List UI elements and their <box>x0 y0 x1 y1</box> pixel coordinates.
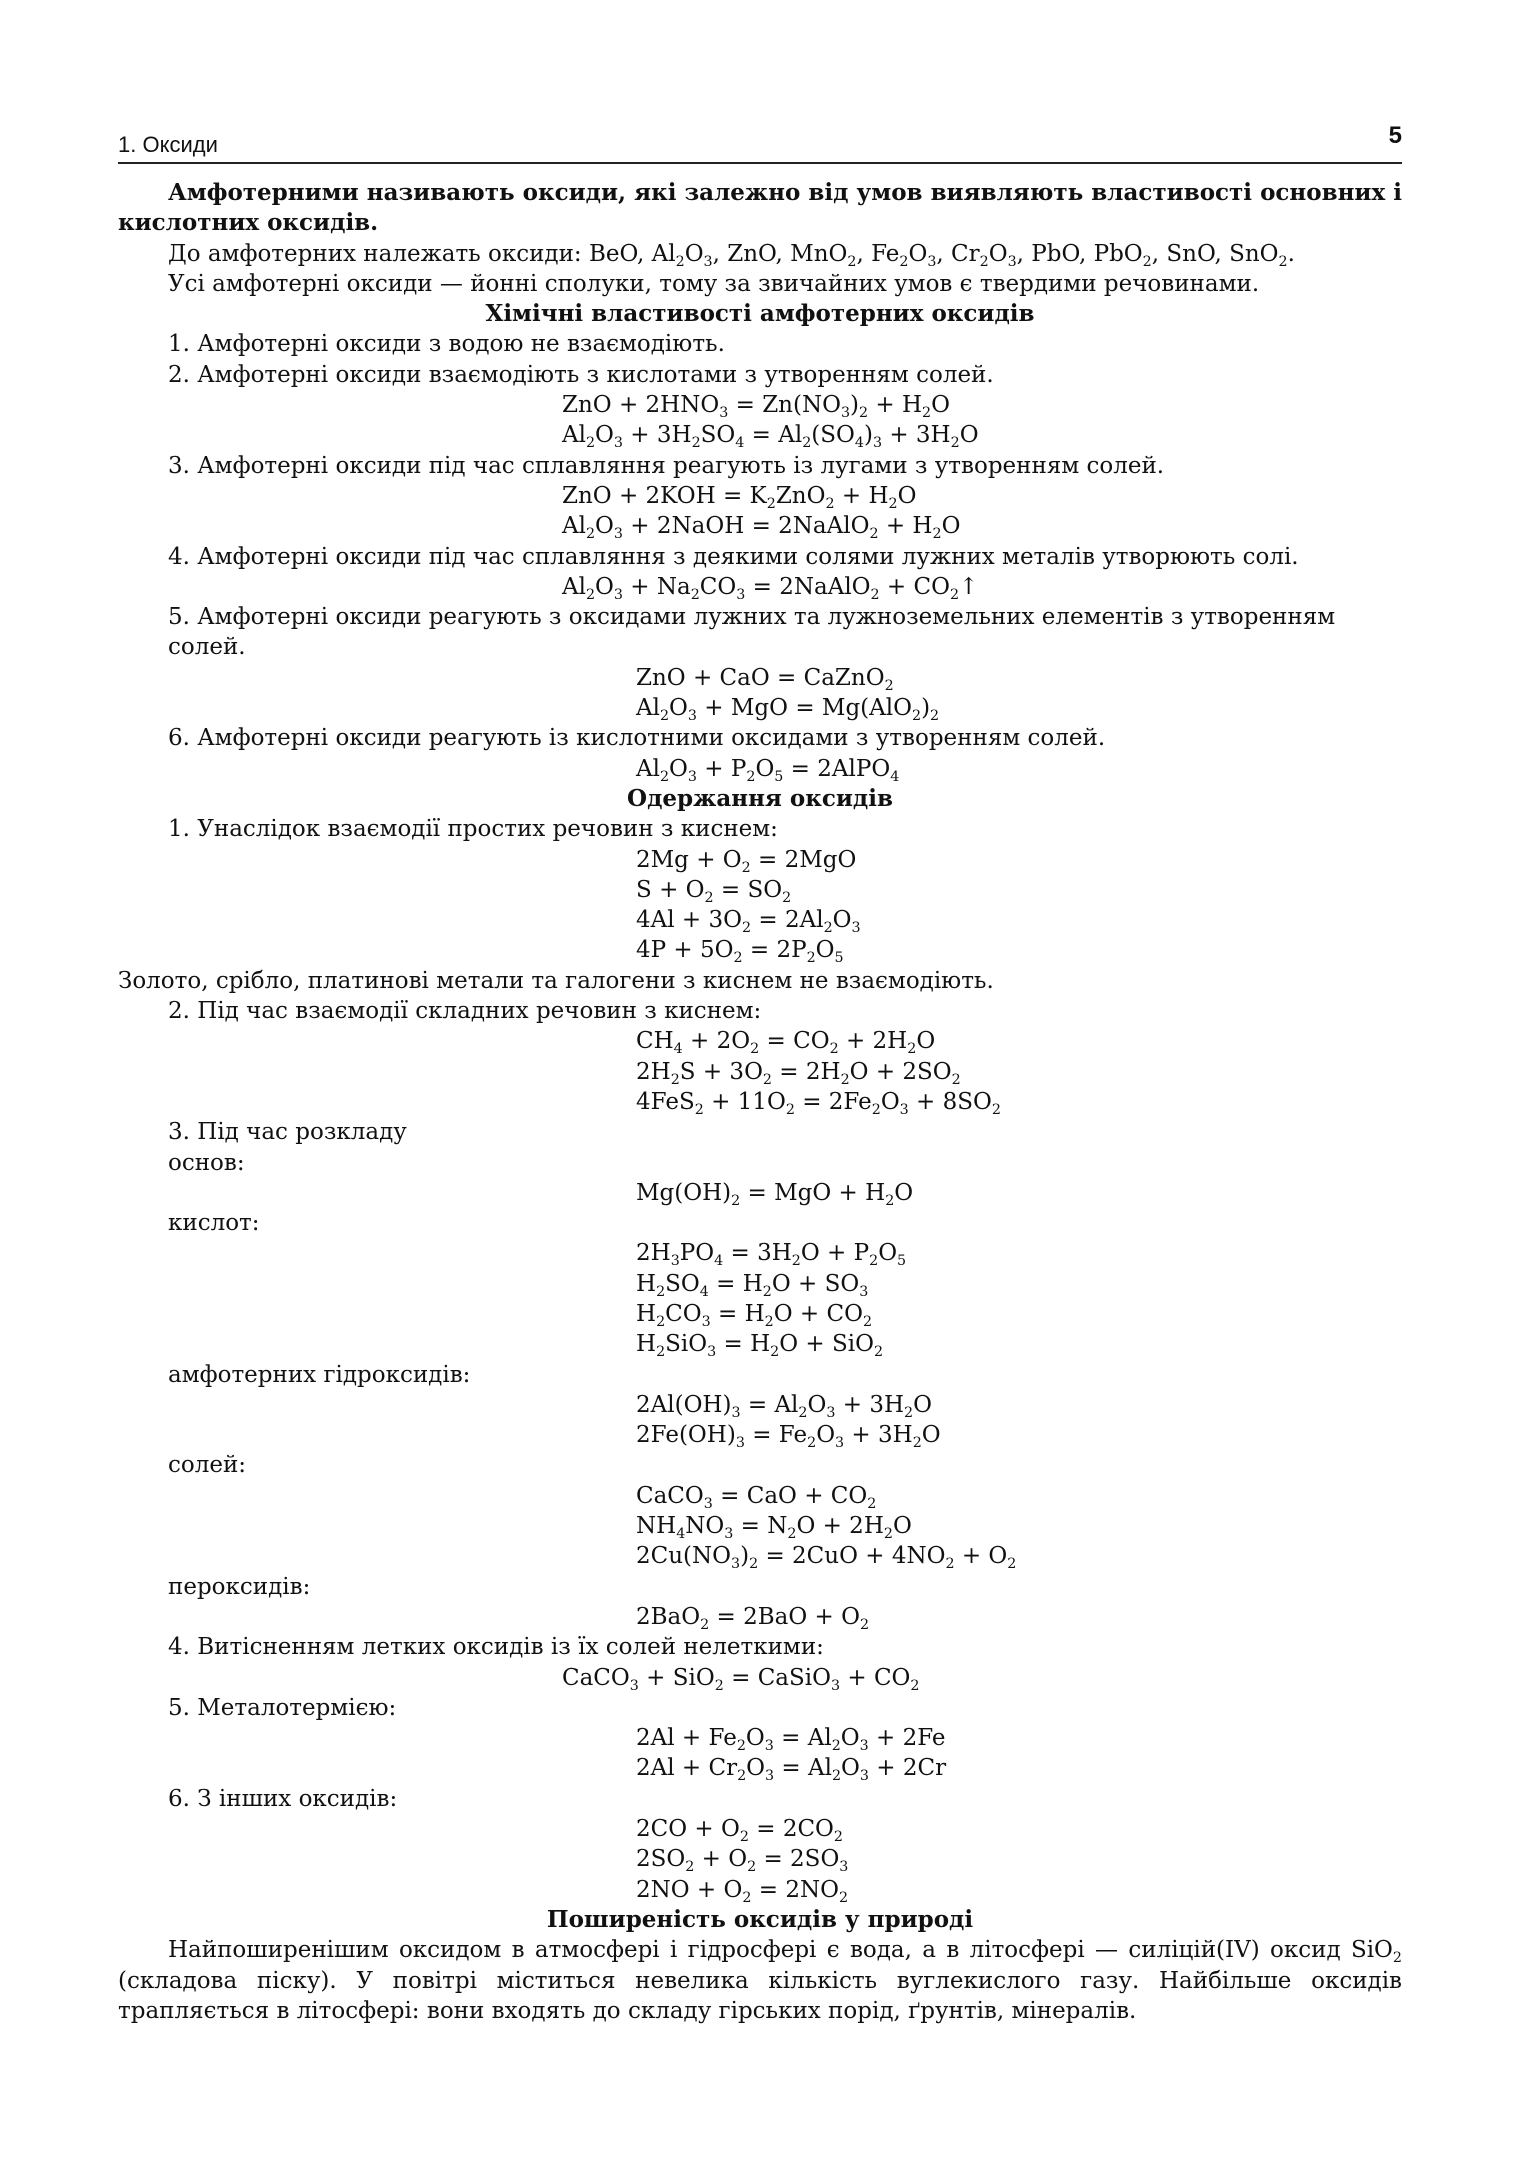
page-header <box>118 122 1402 164</box>
decomposition-label-bases: основ: <box>168 1149 245 1176</box>
amphoteric-ionic-note: Усі амфотерні оксиди — йонні сполуки, тому за звичайних умов є твердими речовинами. <box>168 270 1260 297</box>
equation: CaCO$_3$ + SiO$_2$ = CaSiO$_3$ + $CO_2$ <box>562 1664 920 1694</box>
amphoteric-definition: Амфотерними називають оксиди, які залежно від умов виявляють властивості основних і кислотних оксидів. <box>118 179 1402 237</box>
equation: $4Al + 3O_2 = 2Al_2O_3$ <box>636 907 861 937</box>
equation: $2Mg + O_2 = 2MgO$ <box>636 846 857 876</box>
page-content <box>118 178 1402 2026</box>
equation: $2Cu(NO_3)_2 = 2CuO + 4NO_2 + O_2$ <box>636 1543 1017 1573</box>
section-title-prevalence: Поширеність оксидів у природі <box>546 1905 974 1933</box>
decomposition-label-acids: кислот: <box>168 1210 260 1237</box>
equation: ZnO + CaO = CaZnO$_2$ <box>636 664 894 694</box>
equation: $2Fe(OH)_3 = Fe_2O_3 + 3H_2O$ <box>636 1422 941 1452</box>
equation: $NH_4NO_3 = N_2O + 2H_2O$ <box>636 1513 912 1543</box>
equation: CaCO$_3$ = CaO + $CO_2$ <box>636 1482 877 1512</box>
equation: $Al_2O_3 + P_2O_5$ = 2AlPO$_4$ <box>636 755 900 785</box>
property-1: 1. Амфотерні оксиди з водою не взаємодіють. <box>168 331 725 358</box>
equation: $4FeS_2 + 11O_2 = 2Fe_2O_3 + 8SO_2$ <box>636 1088 1001 1118</box>
equation: $Al_2O_3 + 3H_2SO_4 = Al_2(SO_4)_3 + 3H_2O$ <box>562 422 979 452</box>
equation: $2BaO_2 = 2BaO + O_2$ <box>636 1603 870 1633</box>
amphoteric-examples-list: BeO, $Al_2O_3$, ZnO, MnO$_2$, $Fe_2O_3$, $Cr_2O_3$, PbO, PbO$_2$, SnO, SnO$_2$. <box>589 240 1295 270</box>
equation: $Mg(OH)_2$ = MgO + $H_2O$ <box>636 1179 914 1209</box>
chapter-title: 1. Оксиди <box>118 132 218 157</box>
equation: $Al_2O_3$ + 2NaOH = 2NaAlO$_2$ + $H_2O$ <box>562 513 961 543</box>
decomposition-label-peroxides: пероксидів: <box>168 1573 311 1600</box>
equation: ZnO + $2HNO_3 = Zn(NO_3)_2 + H_2O$ <box>562 392 950 422</box>
amphoteric-examples-prefix: До амфотерних належать оксиди: <box>168 240 589 267</box>
equation: $Al_2O_3$ + MgO = $Mg(AlO_2)_2$ <box>636 695 940 725</box>
section-title-obtaining: Одержання оксидів <box>627 784 893 812</box>
equation: $H_2SO_4 = H_2O + SO_3$ <box>636 1270 869 1300</box>
equation: $2Al(OH)_3 = Al_2O_3 + 3H_2O$ <box>636 1391 932 1421</box>
equation: $CH_4 + 2O_2 = CO_2 + 2H_2O$ <box>636 1028 936 1058</box>
equation: $2H_2S + 3O_2 = 2H_2O + 2SO_2$ <box>636 1058 961 1088</box>
equation: ZnO + $2KOH = K_2ZnO_2 + H_2O$ <box>562 482 917 512</box>
equation: $2CO + O_2 = 2CO_2$ <box>636 1816 843 1846</box>
section-title-chemical-properties: Хімічні властивості амфотерних оксидів <box>485 300 1035 328</box>
property-2: 2. Амфотерні оксиди взаємодіють з кислотами з утворенням солей. <box>168 361 994 388</box>
method-6: 6. З інших оксидів: <box>168 1785 398 1812</box>
property-3: 3. Амфотерні оксиди під час сплавляння реагують із лугами з утворенням солей. <box>168 452 1165 479</box>
method-5: 5. Металотермією: <box>168 1694 397 1721</box>
method-1: 1. Унаслідок взаємодії простих речовин з киснем: <box>168 816 778 843</box>
method-3: 3. Під час розкладу <box>168 1119 407 1146</box>
equation: $H_2SiO_3 = H_2O + SiO_2$ <box>636 1331 884 1361</box>
property-4: 4. Амфотерні оксиди під час сплавляння з деякими солями лужних металів утворюють солі. <box>168 543 1299 570</box>
prevalence-text: Найпоширенішим оксидом в атмосфері і гідросфері є вода, а в літосфері — силіцій(IV) оксид SiO$_2$ (складова піску). У повітрі міститься невелика кількість вуглекислого газу. Найбільше оксидів трапляється в літосфері: вони входять до складу гірських порід, ґрунтів, мінералів. <box>118 1937 1402 2024</box>
property-5: 5. Амфотерні оксиди реагують з оксидами лужних та лужноземельних елементів з утворенням солей. <box>168 604 1336 661</box>
decomposition-label-amphoteric: амфотерних гідроксидів: <box>168 1361 471 1388</box>
equation: $4P + 5O_2 = 2P_2O_5$ <box>636 937 844 967</box>
method-2: 2. Під час взаємодії складних речовин з киснем: <box>168 998 762 1025</box>
amphoteric-examples <box>118 239 1402 269</box>
equation: $S + O_2 = SO_2$ <box>636 876 792 906</box>
equation: $2H_3PO_4 = 3H_2O + P_2O_5$ <box>636 1240 907 1270</box>
equation: $H_2CO_3 = H_2O + CO_2$ <box>636 1300 873 1330</box>
equation: $2NO + O_2 = 2NO_2$ <box>636 1876 849 1906</box>
noble-note: Золото, срібло, платинові метали та галогени з киснем не взаємодіють. <box>118 967 994 994</box>
equation: $2SO_2 + O_2 = 2SO_3$ <box>636 1846 849 1876</box>
equation: $2Al + Cr_2O_3 = Al_2O_3 + 2Cr$ <box>636 1755 947 1785</box>
property-6: 6. Амфотерні оксиди реагують із кислотними оксидами з утворенням солей. <box>168 725 1106 752</box>
page-number: 5 <box>1388 122 1402 149</box>
decomposition-label-salts: солей: <box>168 1452 247 1479</box>
equation: $Al_2O_3 + Na_2CO_3$ = 2NaAlO$_2$ + $CO_2↑$ <box>562 573 979 603</box>
method-4: 4. Витісненням летких оксидів із їх солей нелеткими: <box>168 1634 824 1661</box>
equation: $2Al + Fe_2O_3 = Al_2O_3 + 2Fe$ <box>636 1725 946 1755</box>
